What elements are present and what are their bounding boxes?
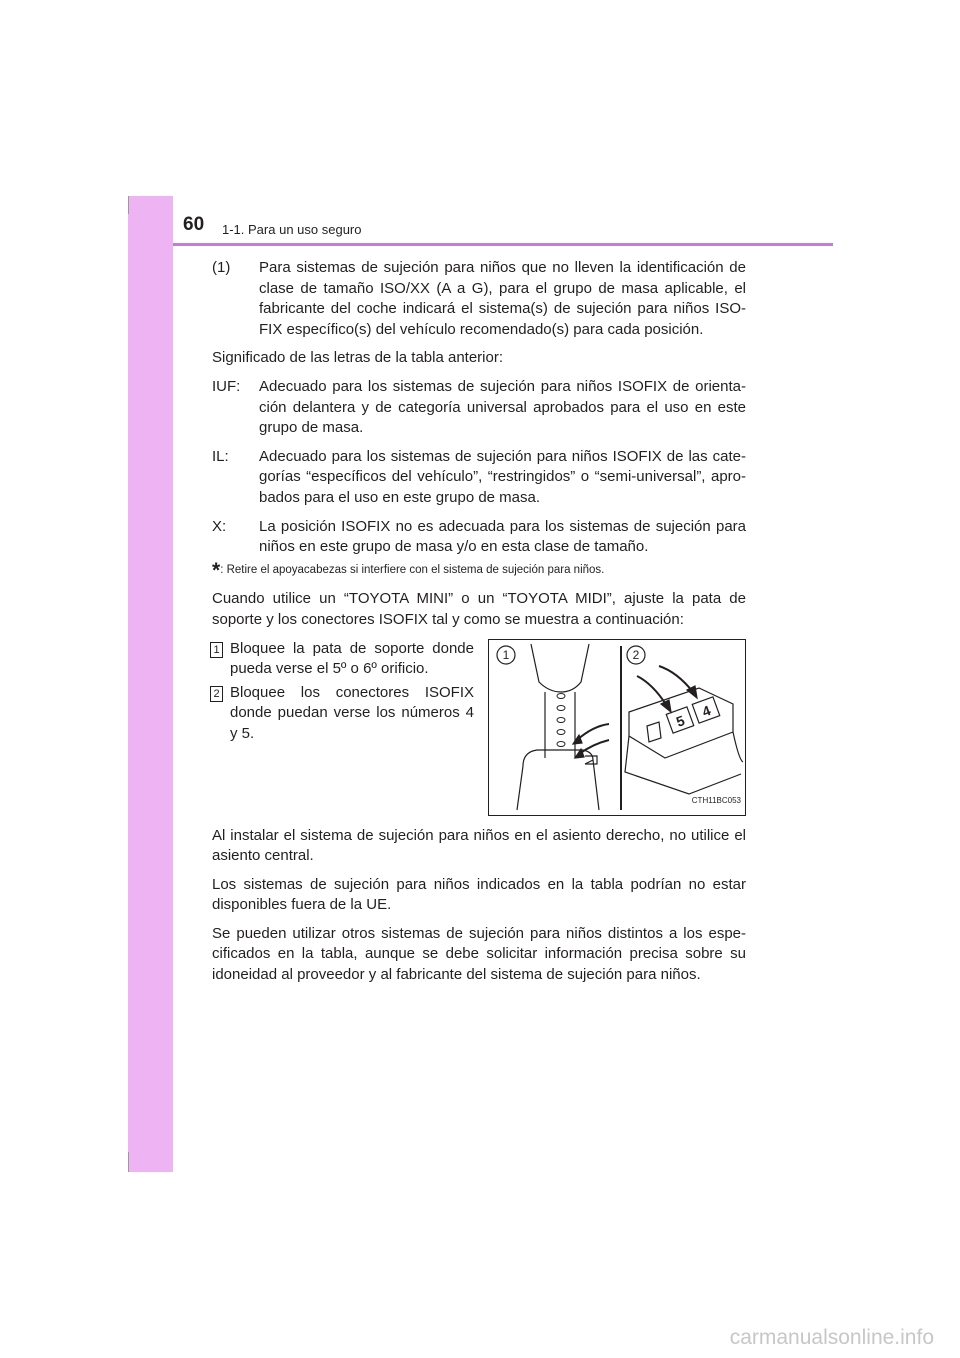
header-rule bbox=[173, 243, 833, 246]
body-paragraph: Se pueden utilizar otros sistemas de sujeción para niños distintos a los espe-cificados en la tabla, aunque se debe solicitar información precisa sobre su idoneidad al proveedor y al fabricante del sistema de sujeción para niños. bbox=[212, 924, 746, 984]
arrow-head-icon bbox=[661, 700, 671, 712]
body-paragraph: Los sistemas de sujeción para niños indicados en la tabla podrían no estar disponibles fuera de la UE. bbox=[212, 875, 746, 914]
side-color-band bbox=[128, 196, 173, 1172]
step-text: Bloquee la pata de soporte donde pueda verse el 5º o 6º orificio. bbox=[230, 639, 474, 678]
page-body bbox=[212, 258, 746, 994]
footnote-mark: * bbox=[212, 558, 221, 582]
connector-number-5: 5 bbox=[673, 711, 687, 730]
legend-text: Adecuado para los sistemas de sujeción para niños ISOFIX de las cate-gorías “específicos del vehículo”, “restringidos” o “semi-universal”, apro-bados para el uso en este grupo de masa. bbox=[259, 447, 746, 506]
step-text: Bloquee los conectores ISOFIX donde puedan verse los números 4 y 5. bbox=[230, 683, 474, 742]
legend-text: Adecuado para los sistemas de sujeción para niños ISOFIX de orienta-ción delantera y de categoría universal aprobados para el uso en este grupo de masa. bbox=[259, 377, 746, 437]
leg-base bbox=[517, 760, 599, 810]
arrow-icon bbox=[637, 676, 667, 706]
figure-code: CTH11BC053 bbox=[691, 795, 741, 805]
section-title: 1-1. Para un uso seguro bbox=[222, 222, 362, 237]
watermark: carmanualsonline.info bbox=[729, 1326, 934, 1349]
arrow-icon bbox=[579, 740, 609, 754]
legend-code: X: bbox=[212, 517, 227, 535]
note-label: (1) bbox=[212, 259, 231, 276]
step-number: 2 bbox=[210, 686, 223, 702]
legend-code: IUF: bbox=[212, 377, 241, 395]
page-number: 60 bbox=[183, 214, 205, 235]
crop-mark-bottom bbox=[128, 1152, 129, 1172]
step-item bbox=[212, 639, 474, 680]
numbered-note bbox=[212, 258, 746, 340]
connector-latch bbox=[647, 722, 661, 742]
support-leg-top bbox=[531, 644, 589, 692]
callout-label-1: 1 bbox=[502, 647, 510, 662]
legend-code: IL: bbox=[212, 447, 229, 465]
steps-list bbox=[212, 639, 474, 816]
connector-strap bbox=[733, 732, 743, 762]
step-number: 1 bbox=[210, 642, 223, 658]
connector-number-4: 4 bbox=[699, 701, 713, 720]
illustration-drawing bbox=[489, 640, 745, 815]
callout-label-2: 2 bbox=[632, 647, 640, 662]
arrow-icon bbox=[659, 666, 693, 692]
legend-text: La posición ISOFIX no es adecuada para los sistemas de sujeción para niños en este grupo de masa y/o en esta clase de tamaño. bbox=[259, 517, 746, 556]
legend-item-il bbox=[212, 447, 746, 509]
legend-item-x bbox=[212, 517, 746, 558]
legend-intro: Significado de las letras de la tabla anterior: bbox=[212, 349, 504, 367]
steps-section bbox=[212, 639, 746, 816]
step-item bbox=[212, 683, 474, 745]
note-text: Para sistemas de sujeción para niños que no lleven la identificación de clase de tamaño ISO/XX (A a G), para el grupo de masa aplicable, el fabricante del coche indicará el sistema(s) de sujeción para niños ISO-FIX específico(s) del vehículo recomendado(s) para cada posición. bbox=[259, 259, 746, 338]
crop-mark-top bbox=[128, 196, 129, 214]
isofix-illustration bbox=[488, 639, 746, 816]
intro-paragraph: Cuando utilice un “TOYOTA MINI” o un “TOYOTA MIDI”, ajuste la pata de soporte y los conectores ISOFIX tal y como se muestra a continuación: bbox=[212, 590, 746, 628]
legend-item-iuf bbox=[212, 377, 746, 439]
footnote-text: : Retire el apoyacabezas si interfiere con el sistema de sujeción para niños. bbox=[220, 563, 605, 576]
footnote bbox=[212, 560, 746, 582]
body-paragraph: Al instalar el sistema de sujeción para niños en el asiento derecho, no utilice el asiento central. bbox=[212, 826, 746, 865]
arrow-icon bbox=[577, 724, 609, 740]
